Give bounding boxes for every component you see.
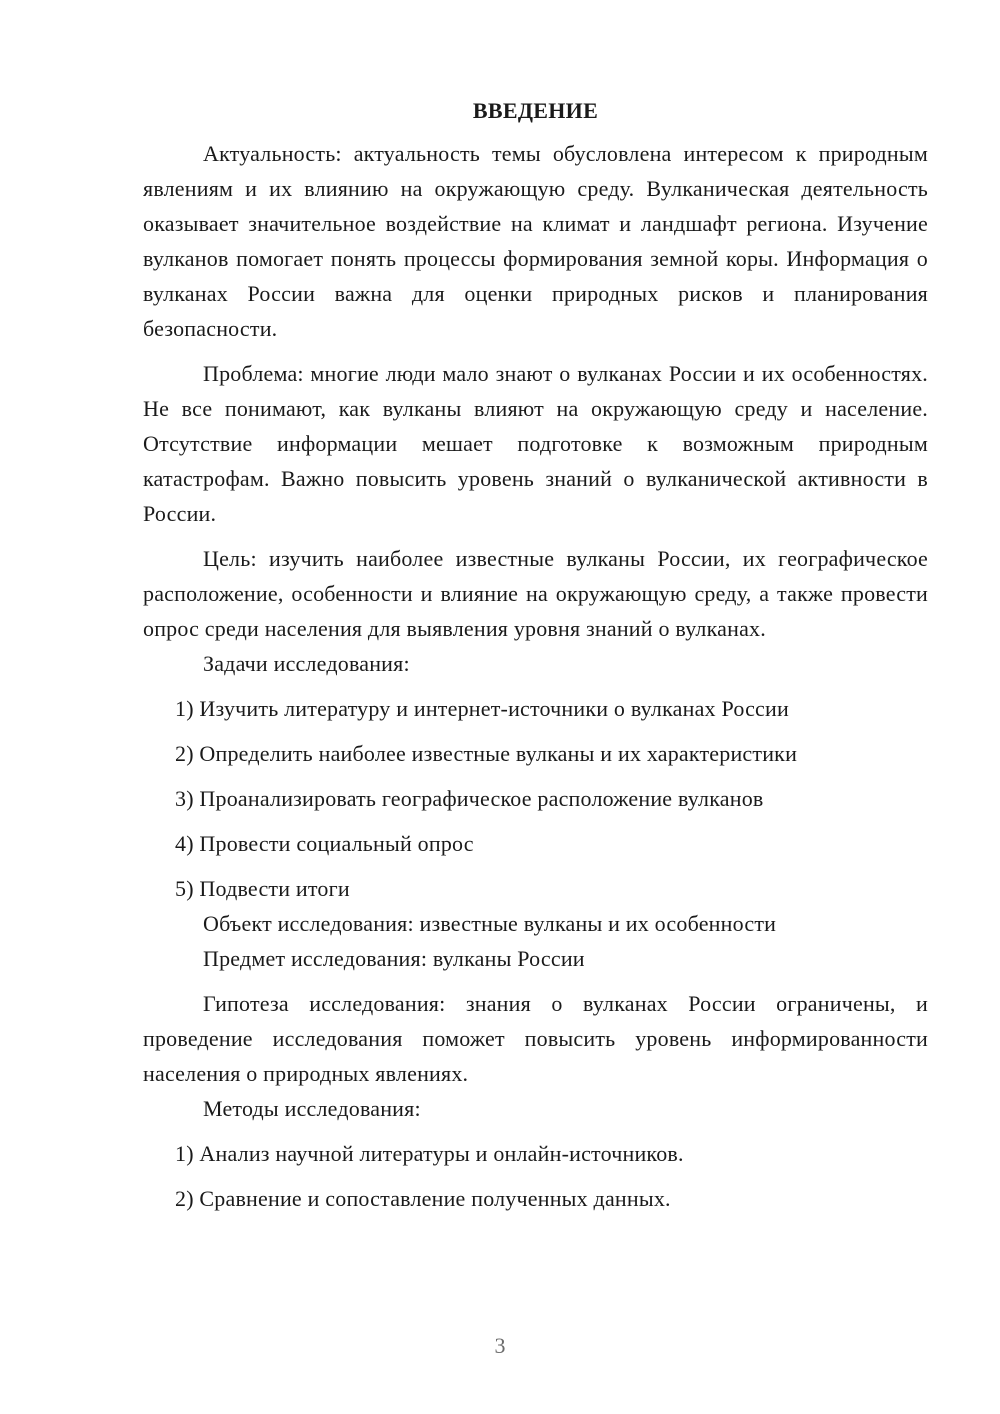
task-item: 5) Подвести итоги bbox=[175, 876, 350, 901]
method-item: 2) Сравнение и сопоставление полученных данных. bbox=[175, 1186, 671, 1211]
task-item: 2) Определить наиболее известные вулканы и их характеристики bbox=[175, 741, 798, 766]
page-content bbox=[143, 96, 928, 1216]
task-item: 3) Проанализировать географическое расположение вулканов bbox=[175, 786, 764, 811]
task-item: 1) Изучить литературу и интернет-источники о вулканах России bbox=[175, 696, 789, 721]
page-title: ВВЕДЕНИЕ bbox=[472, 98, 599, 123]
hypothesis-paragraph: Гипотеза исследования: знания о вулканах России ограничены, и проведение исследования поможет повысить уровень информированности населения о природных явлениях. bbox=[143, 991, 928, 1086]
research-object: Объект исследования: известные вулканы и их особенности bbox=[203, 911, 777, 936]
page-number: 3 bbox=[494, 1333, 506, 1358]
relevance-paragraph: Актуальность: актуальность темы обусловлена интересом к природным явлениям и их влиянию на окружающую среду. Вулканическая деятельность оказывает значительное воздействие на климат и ландшафт региона. Изучение вулканов помогает понять процессы формирования земной коры. Информация о вулканах России важна для оценки природных рисков и планирования безопасности. bbox=[143, 141, 928, 341]
task-item: 4) Провести социальный опрос bbox=[175, 831, 474, 856]
research-subject: Предмет исследования: вулканы России bbox=[203, 946, 585, 971]
goal-paragraph: Цель: изучить наиболее известные вулканы России, их географическое расположение, особенности и влияние на окружающую среду, а также провести опрос среди населения для выявления уровня знаний о вулканах. bbox=[143, 546, 928, 641]
problem-paragraph: Проблема: многие люди мало знают о вулканах России и их особенностях. Не все понимают, как вулканы влияют на окружающую среду и население. Отсутствие информации мешает подготовке к возможным природным катастрофам. Важно повысить уровень знаний о вулканической активности в России. bbox=[143, 361, 928, 526]
methods-heading: Методы исследования: bbox=[203, 1096, 421, 1121]
method-item: 1) Анализ научной литературы и онлайн-источников. bbox=[175, 1141, 684, 1166]
tasks-heading: Задачи исследования: bbox=[203, 651, 410, 676]
